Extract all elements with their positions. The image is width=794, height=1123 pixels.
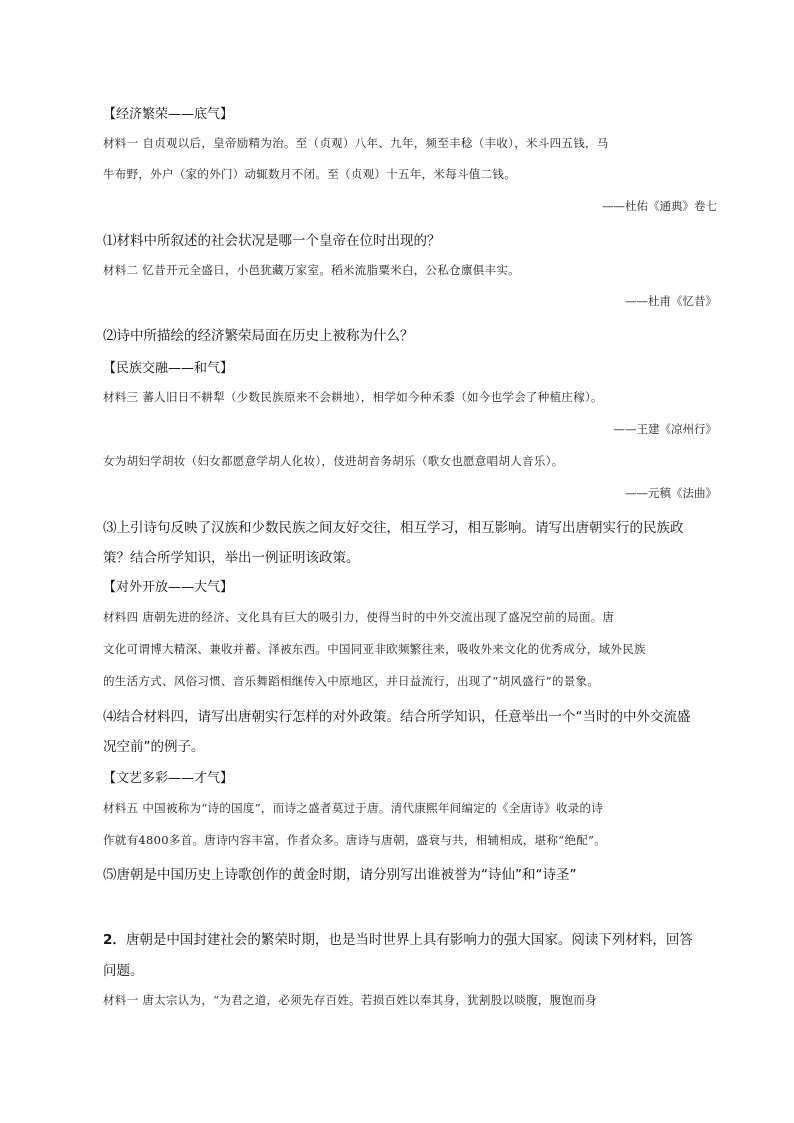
- material-2-source: ——杜甫《忆昔》: [625, 294, 717, 308]
- question-5: ⑸唐朝是中国历史上诗歌创作的黄金时期，请分别写出谁被誉为“诗仙”和“诗圣”: [103, 867, 577, 883]
- problem-2-line-1: [103, 928, 693, 948]
- section-heading-economy: 【经济繁荣——底气】: [103, 107, 234, 122]
- material-2-line-1: 材料二 忆昔开元全盛日，小邑犹藏万家室。稻米流脂粟米白，公私仓廪俱丰实。: [103, 263, 520, 277]
- material-4-line-2: 文化可谓博大精深、兼收并蓄、泽被东西。中国同亚非欧频繁往来，吸收外来文化的优秀成分，域外民族: [103, 642, 646, 656]
- question-4-line-2: 况空前”的例子。: [103, 739, 205, 755]
- section-heading-ethnic: 【民族交融——和气】: [103, 361, 234, 376]
- problem-2-line-2: 问题。: [103, 963, 144, 979]
- problem-2-material-1: 材料一 唐太宗认为，“为君之道，必须先存百姓。若损百姓以奉其身，犹割股以啖腹，腹饱而身: [103, 993, 597, 1007]
- material-5-line-1: 材料五 中国被称为“诗的国度”，而诗之盛者莫过于唐。清代康熙年间编定的《全唐诗》收录的诗: [103, 801, 604, 815]
- question-3-line-1: ⑶上引诗句反映了汉族和少数民族之间友好交往，相互学习，相互影响。请写出唐朝实行的民族政: [103, 520, 684, 536]
- material-3-source: ——王建《凉州行》: [613, 422, 717, 436]
- problem-2-number: 2．: [103, 932, 126, 948]
- material-4-line-1: 材料四 唐朝先进的经济、文化具有巨大的吸引力，使得当时的中外交流出现了盛况空前的局面。唐: [103, 610, 615, 624]
- material-5-line-2: 作就有4800多首。唐诗内容丰富，作者众多。唐诗与唐朝，盛衰与共，相辅相成，堪称“绝配”。: [103, 833, 607, 847]
- question-1: ⑴材料中所叙述的社会状况是哪一个皇帝在位时出现的？: [103, 233, 441, 249]
- material-3-line-2: 女为胡妇学胡妆（妇女都愿意学胡人化妆），伎进胡音务胡乐（歌女也愿意唱胡人音乐）。: [103, 454, 564, 468]
- problem-2-text-1: 唐朝是中国封建社会的繁荣时期，也是当时世界上具有影响力的强大国家。阅读下列材料，回答: [125, 932, 693, 948]
- question-4-line-1: ⑷结合材料四，请写出唐朝实行怎样的对外政策。结合所学知识，任意举出一个“当时的中外交流盛: [103, 709, 691, 725]
- material-4-line-3: 的生活方式、风俗习惯、音乐舞蹈相继传入中原地区，并日益流行，出现了“胡风盛行”的景象。: [103, 674, 600, 688]
- material-1-source: ——杜佑《通典》卷七: [602, 199, 717, 213]
- material-3-line-1: 材料三 蕃人旧日不耕犁（少数民族原来不会耕地），相学如今种禾黍（如今也学会了种植庄稼）。: [103, 390, 603, 404]
- material-3-source-2: ——元稹《法曲》: [625, 486, 717, 500]
- section-heading-arts: 【文艺多彩——才气】: [103, 771, 234, 786]
- material-1-line-2: 牛布野，外户（家的外门）动辄数月不闭。至（贞观）十五年，米每斗值二钱。: [103, 167, 516, 181]
- question-2: ⑵诗中所描绘的经济繁荣局面在历史上被称为什么？: [103, 328, 414, 344]
- material-1-line-1: 材料一 自贞观以后，皇帝励精为治。至（贞观）八年、九年，频至丰稔（丰收），米斗四五钱，马: [103, 136, 609, 150]
- section-heading-openness: 【对外开放——大气】: [103, 580, 234, 595]
- question-3-line-2: 策？结合所学知识，举出一例证明该政策。: [103, 550, 360, 566]
